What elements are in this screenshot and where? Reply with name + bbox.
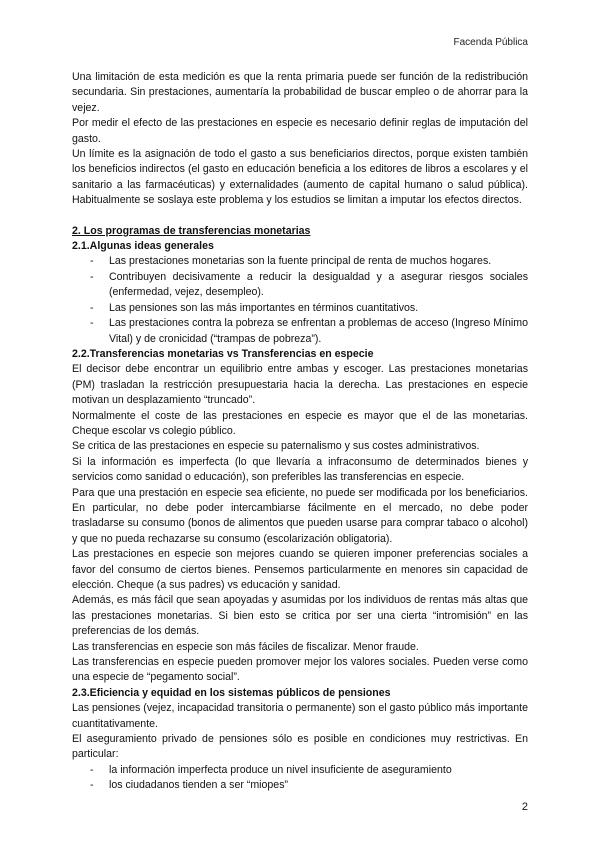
paragraph: Además, es más fácil que sean apoyadas y asumidas por los individuos de rentas más altas que las prestaciones monetarias. Si bien esto se critica por ser una cierta “intromisión” en las preferencias de los demás. <box>72 594 528 638</box>
list-item: - Las prestaciones contra la pobreza se enfrentan a problemas de acceso (Ingreso Mínimo Vital) y de cronicidad (“trampas de pobreza”). <box>72 316 528 347</box>
page-number: 2 <box>521 801 528 813</box>
intro-paragraph-3: Un límite es la asignación de todo el gasto a sus beneficiarios directos, porque existen también los beneficios indirectos (el gasto en educación beneficia a los editores de libros a escolares y el sanitario a las farmacéuticas) y externalidades (aumento de capital humano o salud pública). Habitualmente se soslaya este problema y los estudios se limitan a imputar los efectos directos. <box>72 148 528 207</box>
paragraph: El decisor debe encontrar un equilibrio entre ambas y escoger. Las prestaciones monetarias (PM) trasladan la restricción presupuestaria hacia la derecha. Las prestaciones en especie motivan un desplazamiento “truncado”. <box>72 363 528 407</box>
list-item: - Las prestaciones monetarias son la fuente principal de renta de muchos hogares. <box>72 254 528 269</box>
bullet-list-2-1 <box>72 254 528 346</box>
paragraph: Para que una prestación en especie sea eficiente, no puede ser modificada por los beneficiarios. En particular, no debe poder intercambiarse fácilmente en el mercado, no debe poder trasladarse su consumo (bonos de alimentos que pueden usarse para comprar tabaco o alcohol) y que no pueda rechazarse su consumo (escolarización obligatoria). <box>72 486 528 545</box>
paragraph: Las prestaciones en especie son mejores cuando se quieren imponer preferencias sociales a favor del consumo de ciertos bienes. Pensemos particularmente en menores sin capacidad de elección. Cheque (a sus padres) vs educación y sanidad. <box>72 548 528 591</box>
list-item: - Las pensiones son las más importantes en términos cuantitativos. <box>72 301 528 316</box>
paragraph: Las pensiones (vejez, incapacidad transitoria o permanente) son el gasto público más importante cuantitativamente. <box>72 702 528 730</box>
subsection-heading-2-2: 2.2.Transferencias monetarias vs Transferencias en especie <box>72 347 374 360</box>
intro-paragraph-2: Por medir el efecto de las prestaciones en especie es necesario definir reglas de imputación del gasto. <box>72 117 528 145</box>
paragraph: Normalmente el coste de las prestaciones en especie es mayor que el de las monetarias. Cheque escolar vs colegio público. <box>72 409 528 437</box>
paragraph: Si la información es imperfecta (lo que llevaría a infraconsumo de determinados bienes y servicios como sanidad o educación), son preferibles las transferencias en especie. <box>72 455 528 484</box>
list-item: - la información imperfecta produce un nivel insuficiente de aseguramiento <box>72 763 528 778</box>
running-header: Facenda Pública <box>453 37 528 48</box>
subsection-heading-2-3: 2.3.Eficiencia y equidad en los sistemas públicos de pensiones <box>72 686 391 699</box>
bullet-list-2-3 <box>72 763 528 794</box>
intro-paragraph-1: Una limitación de esta medición es que la renta primaria puede ser función de la redistribución secundaria. Sin prestaciones, aumentaría la probabilidad de buscar empleo o de ahorrar para la vejez. <box>72 71 528 114</box>
paragraph: El aseguramiento privado de pensiones sólo es posible en condiciones muy restrictivas. En particular: <box>72 733 528 761</box>
list-item: - los ciudadanos tienden a ser “miopes” <box>72 778 528 793</box>
subsection-heading-2-1: 2.1.Algunas ideas generales <box>72 240 214 253</box>
paragraph: Las transferencias en especie pueden promover mejor los valores sociales. Pueden verse como una especie de “pegamento social”. <box>72 656 528 684</box>
list-item: - Contribuyen decisivamente a reducir la desigualdad y a asegurar riesgos sociales (enfermedad, vejez, desempleo). <box>72 270 528 301</box>
paragraph: Las transferencias en especie son más fáciles de fiscalizar. Menor fraude. <box>72 640 419 653</box>
page-content <box>72 70 528 794</box>
section-heading: 2. Los programas de transferencias monetarias <box>72 224 311 237</box>
paragraph: Se critica de las prestaciones en especie su paternalismo y sus costes administrativos. <box>72 440 480 453</box>
